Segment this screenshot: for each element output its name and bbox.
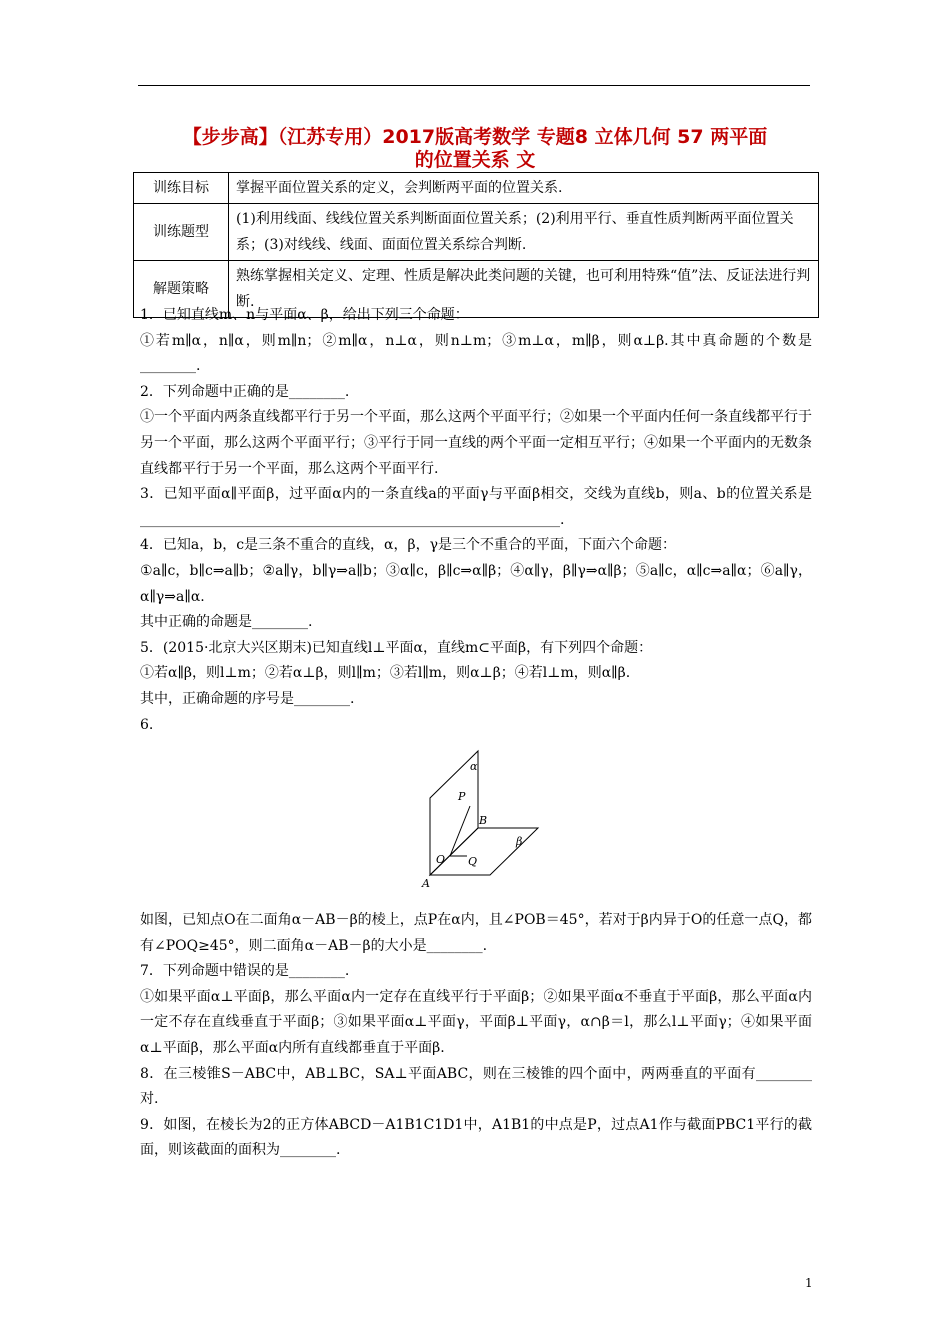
- question-2-options: ①一个平面内两条直线都平行于另一个平面，那么这两个平面平行；②如果一个平面内任何一条直线都平行于另一个平面，那么这两个平面平行；③平行于同一直线的两个平面一定相互平行；④如果一个平面内的无数条直线都平行于另一个平面，那么这两个平面平行.: [140, 409, 812, 477]
- exercise-body: [140, 303, 812, 1164]
- question-5-prompt: 其中，正确命题的序号是________.: [140, 690, 355, 707]
- question-8: 8．在三棱锥S－ABC中，AB⊥BC，SA⊥平面ABC，则在三棱锥的四个面中，两两垂直的平面有________对.: [140, 1065, 812, 1108]
- question-5-options: ①若α∥β，则l⊥m；②若α⊥β，则l∥m；③若l∥m，则α⊥β；④若l⊥m，则α∥β.: [140, 665, 631, 682]
- dihedral-diagram: [420, 740, 550, 900]
- table-value: 掌握平面位置关系的定义，会判断两平面的位置关系.: [229, 173, 819, 204]
- label-O: O: [436, 853, 446, 867]
- question-4-options: ①a∥c，b∥c⇒a∥b；②a∥γ，b∥γ⇒a∥b；③α∥c，β∥c⇒α∥β；④α∥γ，β∥γ⇒α∥β；⑤a∥c，α∥c⇒a∥α；⑥a∥γ，α∥γ⇒a∥α.: [140, 562, 812, 605]
- ray-OP: [450, 806, 470, 856]
- table-key: 解题策略: [134, 261, 229, 318]
- question-7-stem: 7．下列命题中错误的是________.: [140, 963, 350, 980]
- title-line-2: 的位置关系 文: [414, 149, 536, 171]
- table-value: 熟练掌握相关定义、定理、性质是解决此类问题的关键，也可利用特殊“值”法、反证法进行判断.: [229, 261, 819, 318]
- question-2-stem: 2．下列命题中正确的是________.: [140, 383, 350, 400]
- training-info-table: [133, 172, 819, 318]
- label-Q: Q: [468, 855, 478, 869]
- question-4-prompt: 其中正确的命题是________.: [140, 614, 313, 631]
- table-key: 训练目标: [134, 173, 229, 204]
- question-4-stem: 4．已知a，b，c是三条不重合的直线，α，β，γ是三个不重合的平面，下面六个命题：: [140, 537, 676, 554]
- table-row: [134, 173, 819, 204]
- header-rule: [138, 85, 810, 86]
- question-1-stem: 1．已知直线m、n与平面α、β，给出下列三个命题：: [140, 307, 469, 323]
- question-7-options: ①如果平面α⊥平面β，那么平面α内一定存在直线平行于平面β；②如果平面α不垂直于平面β，那么平面α内一定不存在直线垂直于平面β；③如果平面α⊥平面γ，平面β⊥平面γ，α∩β＝l，那么l⊥平面γ；④如果平面α⊥平面β，那么平面α内所有直线都垂直于平面β.: [140, 988, 812, 1057]
- question-6-text: 如图，已知点O在二面角α－AB－β的棱上，点P在α内，且∠POB＝45°，若对于β内异于O的任意一点Q，都有∠POQ≥45°，则二面角α－AB－β的大小是________.: [140, 912, 812, 954]
- question-3: 3．已知平面α∥平面β，过平面α内的一条直线a的平面γ与平面β相交，交线为直线b，则a、b的位置关系是____________________________________________________________.: [140, 486, 812, 528]
- page-number: 1: [805, 1276, 813, 1290]
- question-9: 9．如图，在棱长为2的正方体ABCD－A1B1C1D1中，A1B1的中点是P，过点A1作与截面PBC1平行的截面，则该截面的面积为________.: [140, 1116, 812, 1159]
- table-value: (1)利用线面、线线位置关系判断面面位置关系；(2)利用平行、垂直性质判断两平面位置关系；(3)对线线、线面、面面位置关系综合判断.: [229, 204, 819, 261]
- question-1-options: ①若m∥α，n∥α，则m∥n；②m∥α，n⊥α，则n⊥m；③m⊥α，m∥β，则α⊥β.其中真命题的个数是________.: [140, 332, 812, 375]
- document-title: [135, 126, 815, 172]
- table-row: [134, 204, 819, 261]
- label-A: A: [422, 877, 430, 891]
- label-B: B: [479, 814, 488, 828]
- question-6-number: 6.: [140, 716, 154, 733]
- dihedral-angle-figure: [140, 738, 812, 908]
- question-5-stem: 5．(2015·北京大兴区期末)已知直线l⊥平面α，直线m⊂平面β，有下列四个命题：: [140, 639, 653, 656]
- label-beta: β: [516, 835, 523, 849]
- label-alpha: α: [470, 760, 478, 774]
- table-key: 训练题型: [134, 204, 229, 261]
- label-P: P: [458, 790, 466, 804]
- title-line-1: 【步步高】（江苏专用）2017版高考数学 专题8 立体几何 57 两平面: [182, 126, 768, 148]
